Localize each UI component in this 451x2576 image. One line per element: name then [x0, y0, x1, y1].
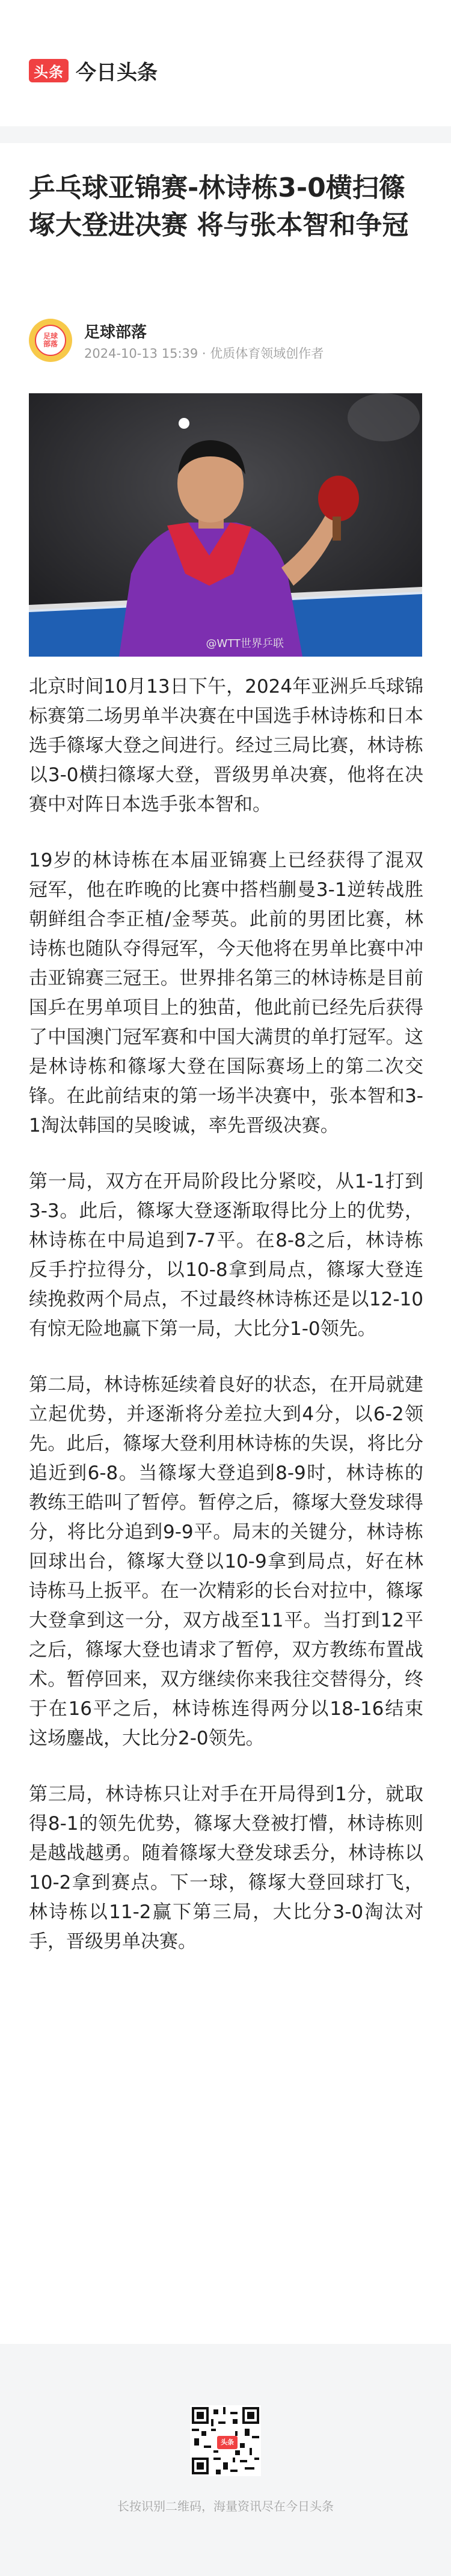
article-card: [0, 143, 451, 2344]
photo-credit: @WTT世界乒联: [206, 637, 284, 650]
author-avatar[interactable]: [29, 319, 72, 362]
article-photo[interactable]: [29, 393, 422, 657]
author-block[interactable]: [29, 319, 426, 362]
photo-illustration: [29, 393, 422, 657]
paragraph: 第二局，林诗栋延续着良好的状态，在开局就建立起优势，并逐渐将分差拉大到4分，以6-2领先。此后，篠塚大登利用林诗栋的失误，将比分追近到6-8。当篠塚大登追到8-9时，林诗栋的教练王皓叫了暂停。暂停之后，篠塚大登发球得分，将比分追到9-9平。局末的关键分，林诗栋回球出台，篠塚大登以10-9拿到局点，好在林诗栋马上扳平。在一次精彩的长台对拉中，篠塚大登拿到这一分，双方战至11平。当打到12平之后，篠塚大登也请求了暂停，双方教练布置战术。暂停回来，双方继续你来我往交替得分，终于在16平之后，林诗栋连得两分以18-16结束这场鏖战，大比分2-0领先。: [29, 1374, 424, 1749]
article-body: [29, 672, 423, 1983]
paragraph: 北京时间10月13日下午，2024年亚洲乒乓球锦标赛第二场男单半决赛在中国选手林诗栋和日本选手篠塚大登之间进行。经过三局比赛，林诗栋以3-0横扫篠塚大登，晋级男单决赛，他将在决赛中对阵日本选手张本智和。: [29, 676, 423, 815]
avatar-badge: [35, 325, 66, 356]
brand[interactable]: [29, 57, 158, 84]
share-footer: [0, 2363, 451, 2576]
footer-hint: 长按识别二维码，海量资讯尽在今日头条: [117, 2499, 334, 2513]
paragraph: 19岁的林诗栋在本届亚锦赛上已经获得了混双冠军，他在昨晚的比赛中搭档蒯曼3-1逆转战胜朝鲜组合李正植/金琴英。此前的男团比赛，林诗栋也随队夺得冠军，今天他将在男单比赛中冲击亚锦赛三冠王。世界排名第三的林诗栋是目前国乒在男单项目上的独苗，他此前已经先后获得了中国澳门冠军赛和中国大满贯的单打冠军。这是林诗栋和篠塚大登在国际赛场上的第二次交锋。在此前结束的第一场半决赛中，张本智和3-1淘汰韩国的吴晙诚，率先晋级决赛。: [29, 850, 423, 1136]
article-title: 乒乓球亚锦赛-林诗栋3-0横扫篠塚大登进决赛 将与张本智和争冠: [29, 173, 409, 241]
paragraph: 第一局，双方在开局阶段比分紧咬，从1-1打到3-3。此后，篠塚大登逐渐取得比分上的优势，林诗栋在中局追到7-7平。在8-8之后，林诗栋反手拧拉得分，以10-8拿到局点，篠塚大登连续挽救两个局点，不过最终林诗栋还是以12-10有惊无险地赢下第一局，大比分1-0领先。: [29, 1171, 423, 1340]
top-bar: [0, 0, 451, 126]
author-name[interactable]: 足球部落: [84, 324, 147, 342]
paragraph: 第三局，林诗栋只让对手在开局得到1分，就取得8-1的领先优势，篠塚大登被打懵，林诗栋则是越战越勇。随着篠塚大登发球丢分，林诗栋以10-2拿到赛点。下一球，篠塚大登回球打飞，林诗栋以11-2赢下第三局，大比分3-0淘汰对手，晋级男单决赛。: [29, 1783, 423, 1952]
qr-code[interactable]: [190, 2405, 261, 2476]
toutiao-logo: 头条: [29, 59, 69, 82]
app-name: 今日头条: [76, 60, 158, 85]
qr-toutiao-logo: 头条: [217, 2436, 238, 2449]
avatar-text: 足球 部落: [43, 332, 58, 348]
publish-meta: 2024-10-13 15:39 · 优质体育领域创作者: [84, 346, 324, 361]
